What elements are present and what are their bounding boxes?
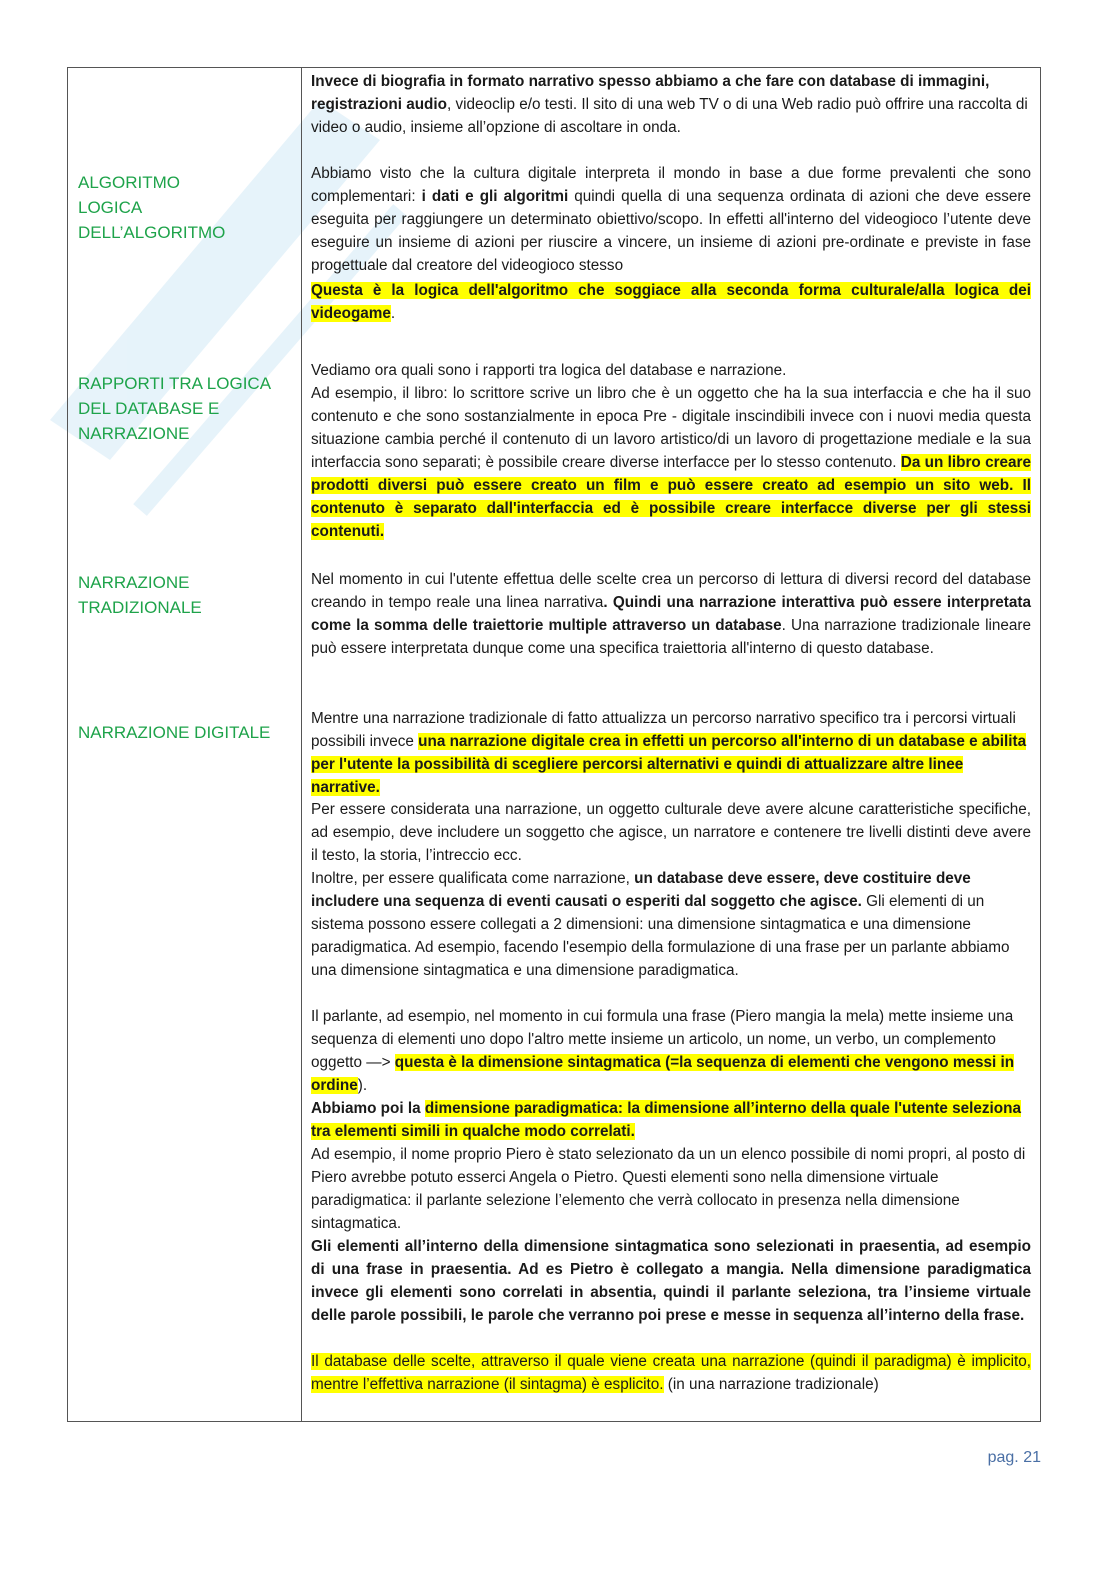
text: Inoltre, per essere qualificata come narrazione, (311, 870, 635, 887)
highlighted-text: Questa è la logica dell'algoritmo che soggiace alla seconda forma culturale/alla logica dei videogame (311, 282, 1031, 322)
heading-line: ALGORITMO (78, 173, 181, 192)
paragraph-5 (311, 568, 1031, 660)
paragraph-4 (311, 359, 1031, 543)
heading-digitale (78, 720, 293, 745)
text: ). (357, 1077, 368, 1094)
paragraph-12 (311, 1235, 1031, 1327)
bold-text: Invece di biografia in formato narrativo spesso abbiamo a che fare con database di immagini, registrazioni audio (311, 73, 990, 113)
paragraph-8 (311, 867, 1031, 982)
heading-tradizionale (78, 570, 293, 620)
heading-line: NARRAZIONE (78, 573, 190, 592)
text: Il parlante, ad esempio, nel momento in cui formula una frase (Piero mangia la mela) mette insieme una sequenza di elementi uno dopo l'altro mette insieme un articolo, un nome, un verbo, un complemento oggetto —> (311, 1008, 1014, 1071)
paragraph-10 (311, 1097, 1031, 1143)
text: Nel momento in cui l'utente effettua delle scelte crea un percorso di lettura di diversi record del database creando in tempo reale una linea narrativa (311, 571, 1031, 611)
heading-line: LOGICA (78, 198, 143, 217)
heading-line: DEL DATABASE E (78, 399, 220, 418)
paragraph-11 (311, 1143, 1031, 1235)
text: Abbiamo visto che la cultura digitale interpreta il mondo in base a due forme prevalenti che sono complementari: (311, 165, 1031, 205)
paragraph-7 (311, 798, 1031, 867)
highlighted-text: dimensione paradigmatica: la dimensione all’interno della quale l'utente seleziona tra elementi simili in qualche modo correlati. (311, 1100, 1022, 1140)
bold-text: Abbiamo poi la (311, 1100, 425, 1117)
text: , videoclip e/o testi. Il sito di una web TV o di una Web radio può offrire una raccolta di video o audio, insieme all’opzione di ascoltare in onda. (311, 96, 1028, 136)
highlighted-text: questa è la dimensione sintagmatica (=la sequenza di elementi che vengono messi in ordine (311, 1054, 1015, 1094)
highlighted-text: una narrazione digitale crea in effetti un percorso all'interno di un database e abilita per l'utente la possibilità di scegliere percorsi alternativi e quindi di attualizzare altre linee narrative. (311, 733, 1027, 796)
text: Mentre una narrazione tradizionale di fatto attualizza un percorso narrativo specifico tra i percorsi virtuali possibili invece (311, 710, 1016, 750)
paragraph-1 (311, 70, 1031, 139)
text: . Una narrazione tradizionale lineare può essere interpretata dunque come una specifica traiettoria all'interno di questo database. (311, 617, 1031, 657)
heading-line: NARRAZIONE (78, 424, 190, 443)
text: Ad esempio, il nome proprio Piero è stato selezionato da un un elenco possibile di nomi propri, al posto di Piero avrebbe potuto esserci Angela o Pietro. Questi elementi sono nella dimensione virtuale paradigmatica: il parlante selezione l’elemento che verrà collocato in presenza nella dimensione sintagmatica. (311, 1146, 1026, 1232)
bold-text: i dati e gli algoritmi (421, 188, 569, 205)
heading-line: RAPPORTI TRA LOGICA (78, 374, 272, 393)
paragraph-3 (311, 279, 1031, 325)
text: (in una narrazione tradizionale) (663, 1376, 879, 1393)
text: Gli elementi di un sistema possono essere collegati a 2 dimensioni: una dimensione sintagmatica e una dimensione paradigmatica. Ad esempio, facendo l'esempio della formulazione di una frase per un parlante abbiamo una dimensione sintagmatica e una dimensione paradigmatica. (311, 893, 1010, 979)
bold-text: Gli elementi all’interno della dimensione sintagmatica sono selezionati in praesentia, ad esempio di una frase in praesentia. Ad es Pietro è collegato a mangia. Nella dimensione paradigmatica invece gli elementi sono correlati in absentia, quindi il parlante seleziona, tra l’insieme virtuale delle parole possibili, le parole che verranno poi prese e messe in sequenza all’interno della frase. (311, 1238, 1031, 1324)
content-table (67, 67, 1041, 1422)
heading-algoritmo (78, 170, 293, 245)
text: . (390, 305, 396, 322)
page-number: pag. 21 (987, 1449, 1041, 1466)
heading-line: DELL’ALGORITMO (78, 223, 226, 242)
bold-text: un database deve essere, deve costituire deve includere una sequenza di eventi causati o esperiti dal soggetto che agisce. (311, 870, 971, 910)
paragraph-13 (311, 1350, 1031, 1396)
text: Ad esempio, il libro: lo scrittore scrive un libro che è un oggetto che ha la sua interfaccia e che ha il suo contenuto e che sono sostanzialmente in epoca Pre - digitale inscindibili invece con i nuovi media questa situazione cambia perché il contenuto di un lavoro artistico/di un lavoro di progettazione mediale e la sua interfaccia sono separati; è possibile creare diverse interfacce per lo stesso contenuto. (311, 385, 1031, 471)
bold-text: . Quindi una narrazione interattiva può essere interpretata come la somma delle traiettorie multiple attraverso un database (311, 594, 1031, 634)
paragraph-2 (311, 162, 1031, 277)
heading-line: NARRAZIONE DIGITALE (78, 723, 271, 742)
paragraph-6 (311, 707, 1031, 799)
heading-rapporti (78, 371, 293, 446)
text: Vediamo ora quali sono i rapporti tra logica del database e narrazione. (311, 362, 787, 379)
highlighted-text: Da un libro creare prodotti diversi può essere creato un film e può essere creato ad esempio un sito web. Il contenuto è separato dall'interfaccia ed è possibile creare interfacce diverse per gli stessi contenuti. (311, 454, 1031, 540)
heading-line: TRADIZIONALE (78, 598, 202, 617)
paragraph-9 (311, 1005, 1031, 1097)
column-divider (301, 68, 302, 1421)
text: Per essere considerata una narrazione, un oggetto culturale deve avere alcune caratteristiche specifiche, ad esempio, deve includere un soggetto che agisce, un narratore e contenere tre livelli distinti deve avere il testo, la storia, l’intreccio ecc. (311, 801, 1031, 864)
text: quindi quella di una sequenza ordinata di azioni che deve essere eseguita per raggiungere un determinato obiettivo/scopo. In effetti all'interno del videogioco l’utente deve eseguire un insieme di azioni per riuscire a vincere, un insieme di azioni pre-ordinate e previste in fase progettuale dal creatore del videogioco stesso (311, 188, 1032, 274)
highlighted-text: Il database delle scelte, attraverso il quale viene creata una narrazione (quindi il paradigma) è implicito, mentre l’effettiva narrazione (il sintagma) è esplicito. (311, 1353, 1031, 1393)
